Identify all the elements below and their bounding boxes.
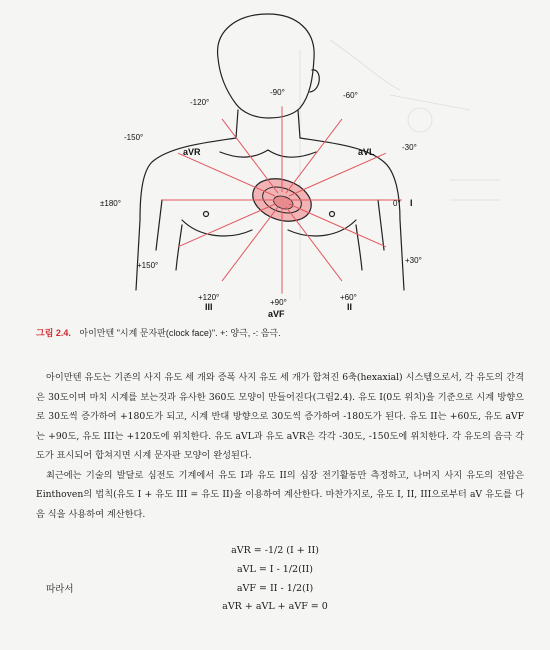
lead-axis-plus60 (286, 207, 342, 281)
angle-pm180: ±180° (100, 199, 121, 208)
paragraph-1: 아이만텐 유도는 기존의 사지 유도 세 개와 증폭 사지 유도 세 개가 합쳐진 6축(hexaxial) 시스템으로서, 각 유도의 간격은 30도이며 마치 시계를 보는것과 유사한 360도 모양이 만들어진다(그림2.4). 유도 I(0도 위치)을 기준으로 시계 방향으로 30도씩 증가하여 +180도가 되고, 시계 반대 방향으로 30도씩 증가하여 -180도가 된다. 유도 II는 +60도, 유도 aVF는 +90도, 유도 III는 +120도에 위치한다. 유도 aVL과 유도 aVR은 각각 -30도, -150도에 위치한다. 각 유도의 음극 각도가 표시되어 합쳐지면 시계 문자판 모양이 완성된다. (36, 372, 524, 461)
angle-minus60: -60° (343, 91, 358, 100)
equation-block (0, 541, 550, 598)
equation-avf: aVF = II - 1/2(I) (236, 583, 314, 594)
angle-plus30: +30° (405, 256, 422, 265)
lead-avr: aVR (183, 147, 201, 157)
lead-axis-minus30 (289, 153, 386, 196)
angle-zero: 0° (393, 199, 401, 208)
lead-ii: II (347, 302, 353, 312)
angle-minus90: -90° (270, 88, 285, 97)
background-artwork (300, 40, 500, 300)
lead-axis-minus150 (178, 153, 275, 196)
equation-avr: aVR = -1/2 (I + II) (231, 545, 319, 556)
lead-avl: aVL (358, 147, 375, 157)
lead-i: I (410, 198, 413, 208)
equation-avl: aVL = I - 1/2(II) (236, 564, 314, 575)
paragraph-2: 최근에는 기술의 발달로 심전도 기계에서 유도 I과 유도 II의 심장 전기활동만 측정하고, 나머지 사지 유도의 전압은 Einthoven의 법칙(유도 I + 유도 III = 유도 II)을 이용하여 계산한다. 마찬가지로, 유도 I, II, III으로부터 aV 유도를 다음 식을 사용하여 계산한다. (36, 469, 524, 520)
lead-avf: aVF (268, 309, 285, 319)
angle-plus150: +150° (137, 261, 159, 270)
angle-minus120: -120° (190, 98, 210, 107)
angle-minus150: -150° (124, 133, 144, 142)
lead-axis-minus60 (286, 119, 342, 193)
figure-number: 그림 2.4. (36, 328, 71, 338)
lead-iii: III (205, 302, 213, 312)
angle-plus120: +120° (198, 293, 220, 302)
lead-axis-plus120 (222, 207, 278, 281)
lead-axis-minus120 (222, 119, 278, 193)
angle-minus30: -30° (402, 143, 417, 152)
therefore-text: 따라서 (46, 584, 74, 595)
body-text (36, 368, 524, 524)
figure-caption (36, 326, 516, 339)
figure-caption-text: 아이만텐 "시계 문자판(clock face)". +: 양극, -: 음극. (79, 328, 281, 338)
angle-plus60: +60° (340, 293, 357, 302)
lead-axis-plus150 (178, 204, 275, 247)
angle-plus90: +90° (270, 298, 287, 307)
final-equation: aVR + aVL + aVF = 0 (222, 601, 328, 612)
final-equation-block (0, 597, 550, 616)
lead-axis-plus30 (289, 204, 386, 247)
